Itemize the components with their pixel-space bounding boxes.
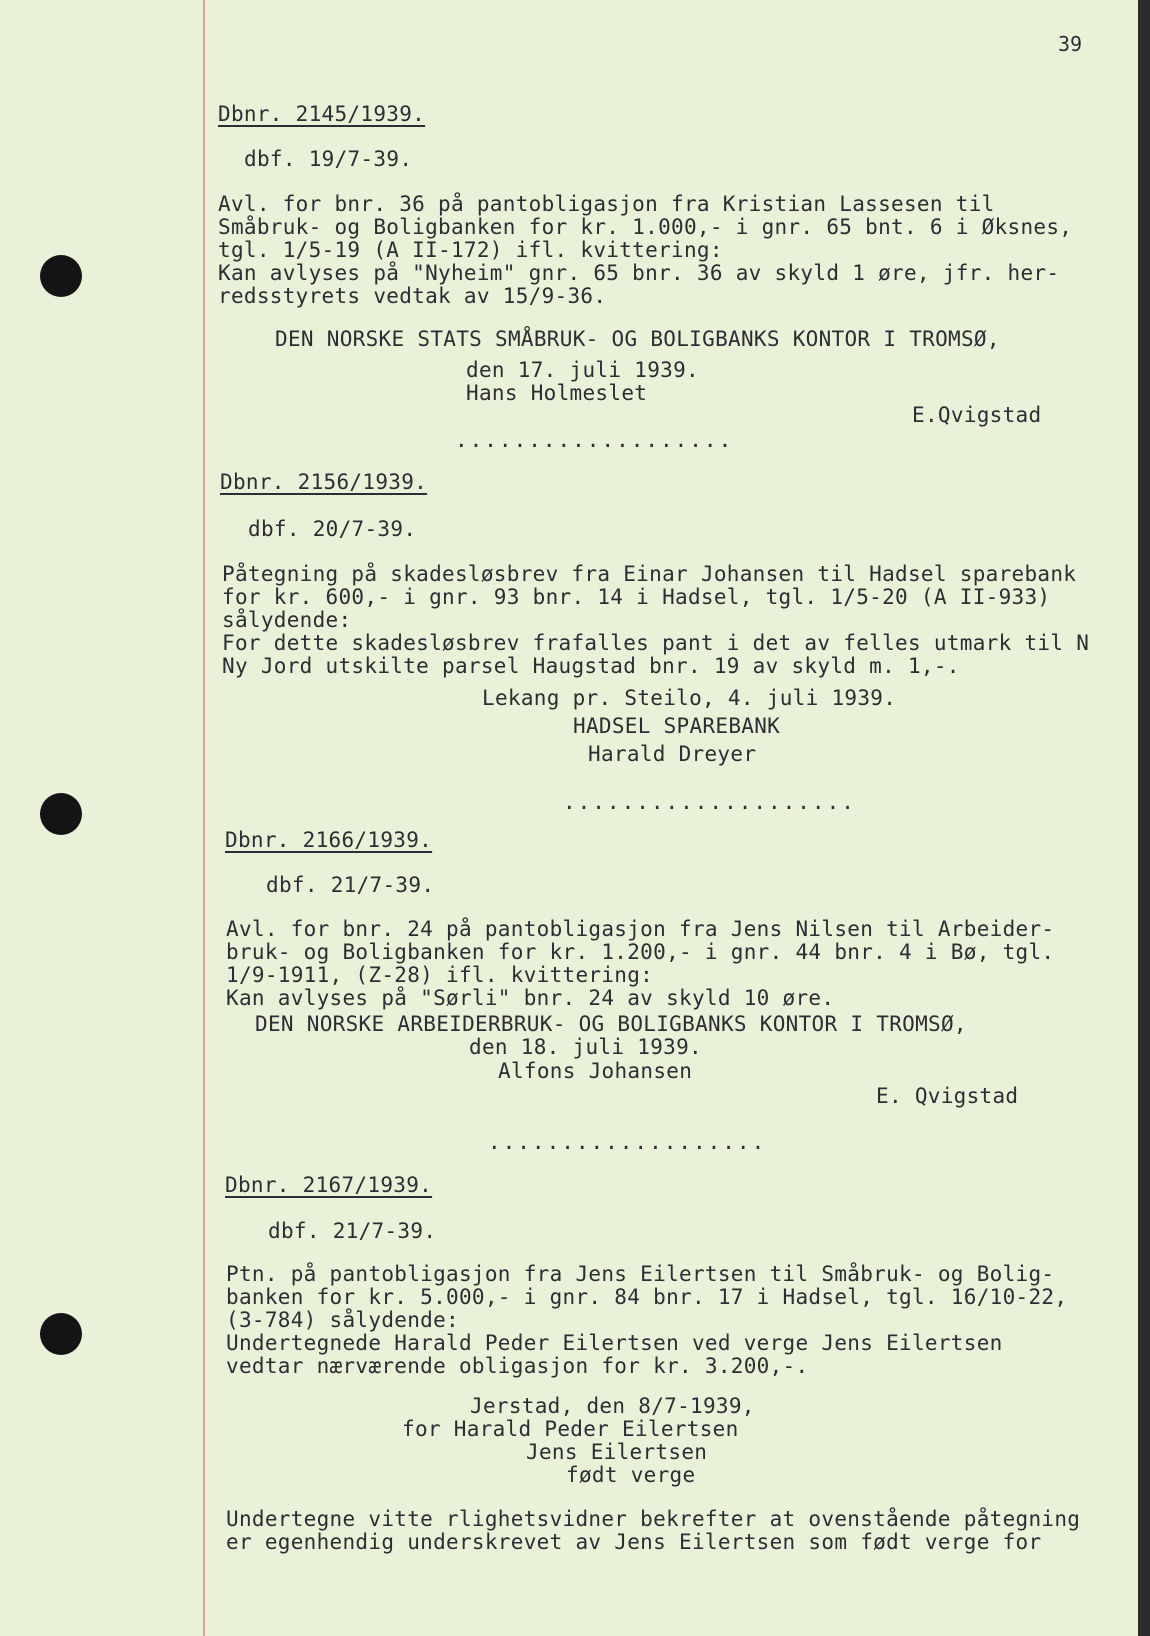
separator-dots: .................... [563,790,856,814]
closing-line: er egenhendig underskrevet av Jens Eilertsen som født verge for [226,1530,1042,1554]
entry-body-line: Kan avlyses på "Nyheim" gnr. 65 bnr. 36 av skyld 1 øre, jfr. her- [218,261,1060,285]
entry-body-line: Ptn. på pantobligasjon fra Jens Eilertsen til Småbruk- og Bolig- [226,1262,1055,1286]
entry-body-line: redsstyrets vedtak av 15/9-36. [218,284,607,308]
entry-body-line: (3-784) sålydende: [226,1308,459,1332]
entry-body-line: Avl. for bnr. 24 på pantobligasjon fra Jens Nilsen til Arbeider- [226,917,1055,941]
signature-line: Hans Holmeslet [466,381,648,405]
entry-dbf-date: dbf. 20/7-39. [248,517,417,541]
signature-line: DEN NORSKE ARBEIDERBRUK- OG BOLIGBANKS KONTOR I TROMSØ, [255,1012,967,1036]
entry-dbf-date: dbf. 21/7-39. [268,1219,437,1243]
entry-dbf-date: dbf. 19/7-39. [244,147,413,171]
entry-body-line: Avl. for bnr. 36 på pantobligasjon fra Kristian Lassesen til [218,192,995,216]
closing-line: Undertegne vitte rlighetsvidner bekrefter at ovenstående påtegning [226,1507,1081,1531]
entry-body-line: tgl. 1/5-19 (A II-172) ifl. kvittering: [218,238,723,262]
signature-line: for Harald Peder Eilertsen [402,1417,739,1441]
entry-body-line: vedtar nærværende obligasjon for kr. 3.200,-. [226,1354,809,1378]
entry-body-line: sålydende: [222,608,352,632]
entry-dbf-date: dbf. 21/7-39. [266,873,435,897]
entry-heading: Dbnr. 2167/1939. [225,1173,433,1197]
page-number: 39 [1058,32,1083,56]
signature-line: Harald Dreyer [588,742,757,766]
entry-body-line: Kan avlyses på "Sørli" bnr. 24 av skyld 10 øre. [226,986,835,1010]
entry-body-line: Påtegning på skadesløsbrev fra Einar Johansen til Hadsel sparebank [222,562,1077,586]
signature-line: Alfons Johansen [498,1059,693,1083]
signature-line: Jerstad, den 8/7-1939, [470,1394,755,1418]
signature-line: Lekang pr. Steilo, 4. juli 1939. [482,686,897,710]
entry-body-line: Undertegnede Harald Peder Eilertsen ved verge Jens Eilertsen [226,1331,1003,1355]
entry-body-line: bruk- og Boligbanken for kr. 1.200,- i gnr. 44 bnr. 4 i Bø, tgl. [226,940,1055,964]
separator-dots: ................... [455,428,734,452]
punch-hole [40,255,82,297]
signature-line: Jens Eilertsen [526,1440,708,1464]
punch-hole [40,793,82,835]
entry-body-line: 1/9-1911, (Z-28) ifl. kvittering: [226,963,654,987]
entry-body-line: Ny Jord utskilte parsel Haugstad bnr. 19 av skyld m. 1,-. [222,654,960,678]
signature-line: den 18. juli 1939. [469,1035,702,1059]
entry-body-line: For dette skadesløsbrev frafalles pant i det av felles utmark til N [222,631,1090,655]
margin-rule [203,0,205,1636]
signature-line: E.Qvigstad [912,403,1042,427]
entry-heading: Dbnr. 2145/1939. [218,102,426,126]
entry-body-line: Småbruk- og Boligbanken for kr. 1.000,- i gnr. 65 bnt. 6 i Øksnes, [218,215,1073,239]
signature-line: E. Qvigstad [876,1084,1019,1108]
separator-dots: ................... [488,1130,767,1154]
entry-heading: Dbnr. 2156/1939. [220,470,428,494]
punch-hole [40,1313,82,1355]
entry-heading: Dbnr. 2166/1939. [225,828,433,852]
signature-line: den 17. juli 1939. [466,358,699,382]
entry-body-line: banken for kr. 5.000,- i gnr. 84 bnr. 17 i Hadsel, tgl. 16/10-22, [226,1285,1068,1309]
entry-body-line: for kr. 600,- i gnr. 93 bnr. 14 i Hadsel, tgl. 1/5-20 (A II-933) [222,585,1051,609]
signature-line: HADSEL SPAREBANK [573,714,781,738]
signature-line: født verge [566,1463,696,1487]
signature-line: DEN NORSKE STATS SMÅBRUK- OG BOLIGBANKS KONTOR I TROMSØ, [275,327,1000,351]
